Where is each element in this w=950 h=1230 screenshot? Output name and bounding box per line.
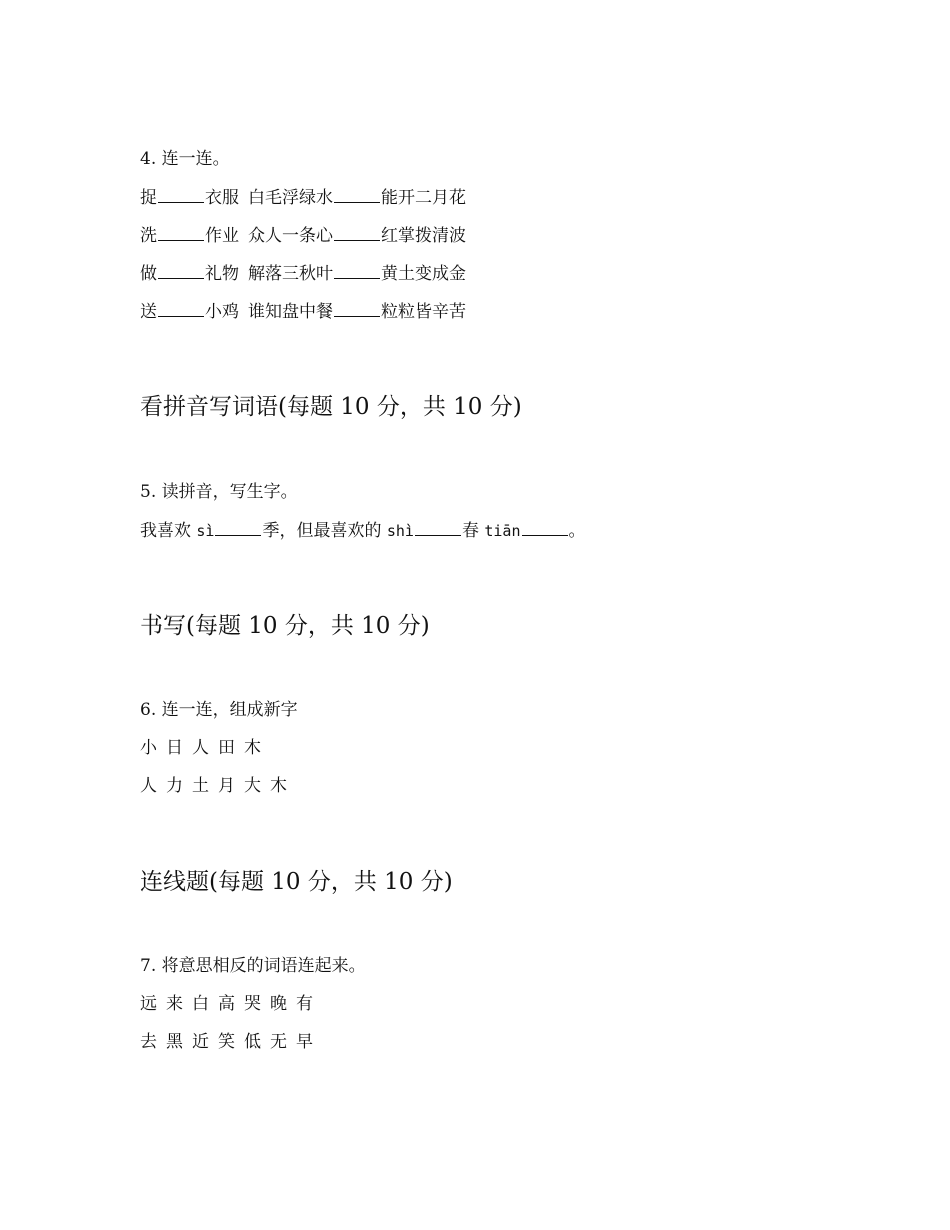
q4-poem-right: 能开二月花 bbox=[381, 188, 466, 208]
q4-verb: 捉 bbox=[140, 188, 157, 208]
char-item[interactable]: 田 bbox=[218, 738, 235, 758]
q7-row-1 bbox=[140, 993, 313, 1015]
answer-blank[interactable] bbox=[415, 519, 461, 536]
char-item[interactable]: 日 bbox=[166, 738, 183, 758]
word-item[interactable]: 去 bbox=[140, 1032, 157, 1052]
q4-poem-left: 解落三秋叶 bbox=[248, 264, 333, 284]
answer-blank[interactable] bbox=[334, 300, 380, 317]
q5-pinyin: shì bbox=[386, 522, 414, 540]
word-item[interactable]: 早 bbox=[296, 1032, 313, 1052]
q4-verb: 送 bbox=[140, 302, 157, 322]
q5-text: 春 bbox=[461, 521, 485, 541]
q4-poem-right: 黄土变成金 bbox=[381, 264, 466, 284]
q5-pinyin: tiān bbox=[484, 522, 521, 540]
word-item[interactable]: 白 bbox=[192, 994, 209, 1014]
char-item[interactable]: 月 bbox=[218, 776, 235, 796]
answer-blank[interactable] bbox=[215, 519, 261, 536]
q5-text: 季，但最喜欢的 bbox=[262, 521, 387, 541]
word-item[interactable]: 哭 bbox=[244, 994, 261, 1014]
char-item[interactable]: 大 bbox=[244, 776, 261, 796]
word-item[interactable]: 晚 bbox=[270, 994, 287, 1014]
q4-verb: 做 bbox=[140, 264, 157, 284]
answer-blank[interactable] bbox=[334, 224, 380, 241]
q4-poem-right: 红掌拨清波 bbox=[381, 226, 466, 246]
q5-prompt: 5. 读拼音，写生字。 bbox=[140, 482, 298, 502]
q4-row bbox=[140, 224, 466, 247]
q4-row bbox=[140, 262, 466, 285]
word-item[interactable]: 无 bbox=[270, 1032, 287, 1052]
section-title-pinyin: 看拼音写词语(每题 10 分，共 10 分) bbox=[140, 394, 522, 420]
q5-sentence bbox=[140, 519, 586, 542]
char-item[interactable]: 人 bbox=[140, 776, 157, 796]
q4-noun: 礼物 bbox=[205, 264, 239, 284]
word-item[interactable]: 来 bbox=[166, 994, 183, 1014]
q4-noun: 小鸡 bbox=[205, 302, 239, 322]
char-item[interactable]: 小 bbox=[140, 738, 157, 758]
q4-row bbox=[140, 186, 466, 209]
answer-blank[interactable] bbox=[158, 300, 204, 317]
q4-row bbox=[140, 300, 466, 323]
word-item[interactable]: 高 bbox=[218, 994, 235, 1014]
answer-blank[interactable] bbox=[158, 262, 204, 279]
q5-text: 我喜欢 bbox=[140, 521, 197, 541]
char-item[interactable]: 力 bbox=[166, 776, 183, 796]
q5-text: 。 bbox=[568, 521, 586, 541]
char-item[interactable]: 木 bbox=[270, 776, 287, 796]
answer-blank[interactable] bbox=[158, 224, 204, 241]
section-title-matching: 连线题(每题 10 分，共 10 分) bbox=[140, 869, 453, 895]
word-item[interactable]: 黑 bbox=[166, 1032, 183, 1052]
char-item[interactable]: 木 bbox=[244, 738, 261, 758]
word-item[interactable]: 笑 bbox=[218, 1032, 235, 1052]
q4-noun: 衣服 bbox=[205, 188, 239, 208]
q4-verb: 洗 bbox=[140, 226, 157, 246]
q6-row-2 bbox=[140, 775, 287, 797]
char-item[interactable]: 人 bbox=[192, 738, 209, 758]
q6-prompt: 6. 连一连，组成新字 bbox=[140, 700, 298, 720]
word-item[interactable]: 近 bbox=[192, 1032, 209, 1052]
q5-pinyin: sì bbox=[196, 522, 215, 540]
q7-row-2 bbox=[140, 1031, 313, 1053]
answer-blank[interactable] bbox=[334, 186, 380, 203]
word-item[interactable]: 远 bbox=[140, 994, 157, 1014]
q4-poem-left: 谁知盘中餐 bbox=[248, 302, 333, 322]
word-item[interactable]: 有 bbox=[296, 994, 313, 1014]
answer-blank[interactable] bbox=[334, 262, 380, 279]
q4-poem-left: 白毛浮绿水 bbox=[248, 188, 333, 208]
q4-prompt: 4. 连一连。 bbox=[140, 149, 230, 169]
q4-poem-right: 粒粒皆辛苦 bbox=[381, 302, 466, 322]
char-item[interactable]: 土 bbox=[192, 776, 209, 796]
section-title-writing: 书写(每题 10 分，共 10 分) bbox=[140, 613, 430, 639]
q7-prompt: 7. 将意思相反的词语连起来。 bbox=[140, 956, 366, 976]
word-item[interactable]: 低 bbox=[244, 1032, 261, 1052]
q4-noun: 作业 bbox=[205, 226, 239, 246]
answer-blank[interactable] bbox=[522, 519, 568, 536]
q6-row-1 bbox=[140, 737, 261, 759]
answer-blank[interactable] bbox=[158, 186, 204, 203]
q4-poem-left: 众人一条心 bbox=[248, 226, 333, 246]
